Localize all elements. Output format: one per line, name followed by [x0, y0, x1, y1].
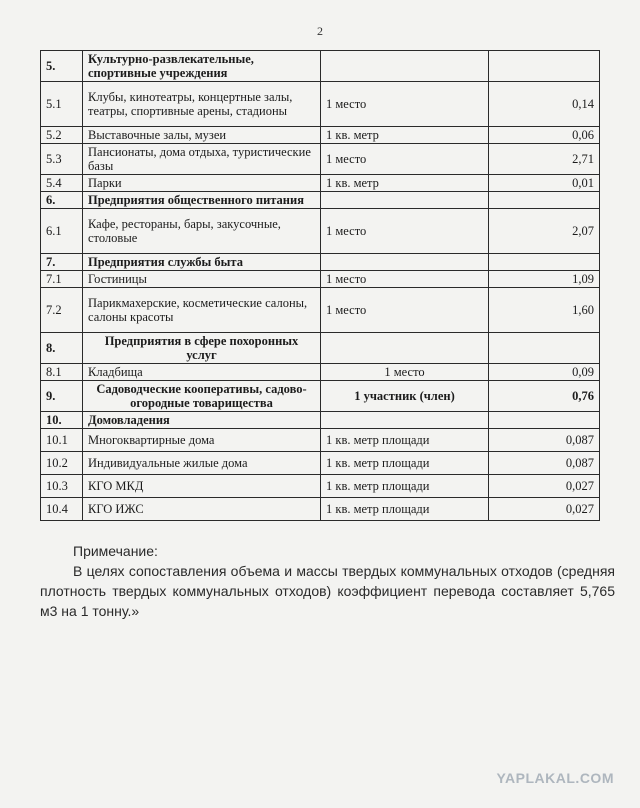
row-number-cell: 10.2: [41, 452, 83, 475]
row-unit-cell: 1 место: [321, 82, 489, 127]
row-unit-cell: 1 кв. метр площади: [321, 429, 489, 452]
row-name-cell: Пансионаты, дома отдыха, туристические базы: [83, 144, 321, 175]
row-unit-cell: [321, 254, 489, 271]
row-name-cell: Культурно-развлекательные, спортивные учреждения: [83, 51, 321, 82]
row-value-cell: [489, 192, 600, 209]
row-unit-cell: 1 участник (член): [321, 381, 489, 412]
row-number-cell: 10.3: [41, 475, 83, 498]
row-value-cell: 0,76: [489, 381, 600, 412]
table-row: [41, 475, 600, 498]
row-value-cell: 0,087: [489, 452, 600, 475]
row-unit-cell: [321, 333, 489, 364]
note-text: В целях сопоставления объема и массы твердых коммунальных отходов (средняя плотность твердых коммунальных отходов) коэффициент перевода составляет 5,765 м3 на 1 тонну.»: [40, 563, 615, 619]
note-block: [40, 541, 615, 621]
row-number-cell: 5.1: [41, 82, 83, 127]
row-number-cell: 5.2: [41, 127, 83, 144]
row-unit-cell: 1 место: [321, 209, 489, 254]
table-row: [41, 288, 600, 333]
table-row: [41, 175, 600, 192]
row-unit-cell: 1 кв. метр площади: [321, 452, 489, 475]
row-number-cell: 6.1: [41, 209, 83, 254]
row-number-cell: 7.: [41, 254, 83, 271]
page-number: 2: [317, 24, 323, 38]
row-value-cell: 2,71: [489, 144, 600, 175]
row-number-cell: 8.: [41, 333, 83, 364]
row-name-cell: Многоквартирные дома: [83, 429, 321, 452]
row-unit-cell: 1 кв. метр площади: [321, 498, 489, 521]
table-row: [41, 452, 600, 475]
row-unit-cell: 1 кв. метр площади: [321, 475, 489, 498]
row-number-cell: 5.: [41, 51, 83, 82]
row-value-cell: [489, 333, 600, 364]
row-name-cell: Кафе, рестораны, бары, закусочные, столовые: [83, 209, 321, 254]
row-number-cell: 10.1: [41, 429, 83, 452]
row-name-cell: Кладбища: [83, 364, 321, 381]
row-number-cell: 8.1: [41, 364, 83, 381]
rates-table-body: [41, 51, 600, 521]
row-unit-cell: [321, 51, 489, 82]
row-number-cell: 7.1: [41, 271, 83, 288]
row-value-cell: 0,09: [489, 364, 600, 381]
table-section-row: [41, 51, 600, 82]
row-number-cell: 10.4: [41, 498, 83, 521]
row-name-cell: Клубы, кинотеатры, концертные залы, театры, спортивные арены, стадионы: [83, 82, 321, 127]
row-name-cell: Домовладения: [83, 412, 321, 429]
row-value-cell: 0,14: [489, 82, 600, 127]
row-value-cell: [489, 254, 600, 271]
row-value-cell: [489, 412, 600, 429]
row-unit-cell: [321, 412, 489, 429]
row-value-cell: 0,027: [489, 475, 600, 498]
row-name-cell: Предприятия службы быта: [83, 254, 321, 271]
row-value-cell: 0,01: [489, 175, 600, 192]
rates-table: [40, 50, 600, 521]
row-name-cell: Парки: [83, 175, 321, 192]
row-name-cell: Садоводческие кооперативы, садово-огородные товарищества: [83, 381, 321, 412]
row-unit-cell: 1 место: [321, 364, 489, 381]
row-value-cell: 0,06: [489, 127, 600, 144]
row-number-cell: 7.2: [41, 288, 83, 333]
table-row: [41, 127, 600, 144]
row-unit-cell: 1 место: [321, 271, 489, 288]
row-unit-cell: 1 кв. метр: [321, 127, 489, 144]
row-value-cell: 2,07: [489, 209, 600, 254]
row-name-cell: Предприятия в сфере похоронных услуг: [83, 333, 321, 364]
row-value-cell: [489, 51, 600, 82]
table-section-row: [41, 412, 600, 429]
table-section-row: [41, 333, 600, 364]
row-value-cell: 0,027: [489, 498, 600, 521]
row-number-cell: 5.3: [41, 144, 83, 175]
row-unit-cell: [321, 192, 489, 209]
row-number-cell: 9.: [41, 381, 83, 412]
row-number-cell: 6.: [41, 192, 83, 209]
row-name-cell: Предприятия общественного питания: [83, 192, 321, 209]
table-section-row: [41, 192, 600, 209]
table-row: [41, 498, 600, 521]
row-name-cell: Гостиницы: [83, 271, 321, 288]
row-unit-cell: 1 место: [321, 144, 489, 175]
note-title: Примечание:: [73, 543, 158, 559]
table-row: [41, 82, 600, 127]
row-value-cell: 1,60: [489, 288, 600, 333]
row-unit-cell: 1 кв. метр: [321, 175, 489, 192]
table-row: [41, 381, 600, 412]
row-name-cell: Выставочные залы, музеи: [83, 127, 321, 144]
row-number-cell: 5.4: [41, 175, 83, 192]
row-value-cell: 1,09: [489, 271, 600, 288]
row-name-cell: Индивидуальные жилые дома: [83, 452, 321, 475]
table-row: [41, 271, 600, 288]
table-section-row: [41, 254, 600, 271]
row-unit-cell: 1 место: [321, 288, 489, 333]
row-name-cell: КГО ИЖС: [83, 498, 321, 521]
row-name-cell: Парикмахерские, косметические салоны, салоны красоты: [83, 288, 321, 333]
table-row: [41, 144, 600, 175]
row-name-cell: КГО МКД: [83, 475, 321, 498]
row-number-cell: 10.: [41, 412, 83, 429]
row-value-cell: 0,087: [489, 429, 600, 452]
table-row: [41, 364, 600, 381]
table-row: [41, 209, 600, 254]
watermark-logo: YAPLAKAL.COM: [496, 770, 614, 786]
table-row: [41, 429, 600, 452]
